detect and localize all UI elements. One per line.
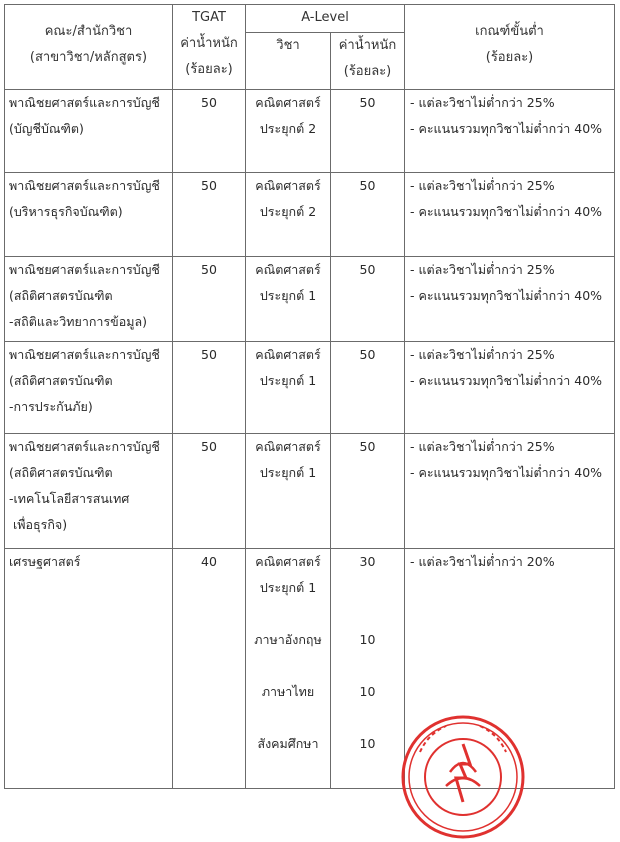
alevel-header: A-Level	[246, 5, 405, 33]
weight-cell: 30 10 10 10	[331, 549, 405, 789]
criteria-cell: - แต่ละวิชาไม่ต่ำกว่า 25% - คะแนนรวมทุกวิชาไม่ต่ำกว่า 40%	[405, 434, 615, 549]
weight-header: ค่าน้ำหนัก (ร้อยละ)	[331, 33, 405, 90]
faculty-cell: พาณิชยศาสตร์และการบัญชี (สถิติศาสตรบัณฑิต -เทคโนโลยีสารสนเทศ เพื่อธุรกิจ)	[5, 434, 173, 549]
faculty-cell: พาณิชยศาสตร์และการบัญชี (สถิติศาสตรบัณฑิต -การประกันภัย)	[5, 342, 173, 434]
subject-cell: คณิตศาสตร์ ประยุกต์ 2	[246, 90, 331, 173]
criteria-cell: - แต่ละวิชาไม่ต่ำกว่า 25% - คะแนนรวมทุกวิชาไม่ต่ำกว่า 40%	[405, 173, 615, 257]
table-row	[5, 342, 615, 434]
criteria-header: เกณฑ์ขั้นต่ำ (ร้อยละ)	[405, 5, 615, 90]
tgat-cell: 50	[173, 257, 246, 342]
criteria-cell: - แต่ละวิชาไม่ต่ำกว่า 25% - คะแนนรวมทุกวิชาไม่ต่ำกว่า 40%	[405, 342, 615, 434]
faculty-cell: พาณิชยศาสตร์และการบัญชี (สถิติศาสตรบัณฑิต -สถิติและวิทยาการข้อมูล)	[5, 257, 173, 342]
admission-criteria-table	[4, 4, 615, 789]
table-row	[5, 434, 615, 549]
subject-cell: คณิตศาสตร์ ประยุกต์ 1	[246, 434, 331, 549]
faculty-header: คณะ/สำนักวิชา (สาขาวิชา/หลักสูตร)	[5, 5, 173, 90]
subject-cell: คณิตศาสตร์ ประยุกต์ 1	[246, 257, 331, 342]
header-row-1	[5, 5, 615, 33]
tgat-cell: 40	[173, 549, 246, 789]
table-row	[5, 257, 615, 342]
criteria-cell: - แต่ละวิชาไม่ต่ำกว่า 25% - คะแนนรวมทุกวิชาไม่ต่ำกว่า 40%	[405, 90, 615, 173]
tgat-cell: 50	[173, 90, 246, 173]
faculty-cell: พาณิชยศาสตร์และการบัญชี (บริหารธุรกิจบัณฑิต)	[5, 173, 173, 257]
subject-cell: คณิตศาสตร์ ประยุกต์ 1	[246, 342, 331, 434]
weight-cell: 50	[331, 342, 405, 434]
faculty-cell: พาณิชยศาสตร์และการบัญชี (บัญชีบัณฑิต)	[5, 90, 173, 173]
faculty-cell: เศรษฐศาสตร์	[5, 549, 173, 789]
university-seal-stamp-icon	[398, 712, 528, 842]
tgat-header: TGAT ค่าน้ำหนัก (ร้อยละ)	[173, 5, 246, 90]
criteria-cell: - แต่ละวิชาไม่ต่ำกว่า 25% - คะแนนรวมทุกวิชาไม่ต่ำกว่า 40%	[405, 257, 615, 342]
criteria-cell: - แต่ละวิชาไม่ต่ำกว่า 20%	[405, 549, 615, 789]
tgat-cell: 50	[173, 173, 246, 257]
table-row	[5, 90, 615, 173]
subject-cell: คณิตศาสตร์ ประยุกต์ 1 ภาษาอังกฤษ ภาษาไทย สังคมศึกษา	[246, 549, 331, 789]
weight-cell: 50	[331, 434, 405, 549]
table-row	[5, 173, 615, 257]
weight-cell: 50	[331, 173, 405, 257]
weight-cell: 50	[331, 90, 405, 173]
subject-header: วิชา	[246, 33, 331, 90]
subject-cell: คณิตศาสตร์ ประยุกต์ 2	[246, 173, 331, 257]
tgat-cell: 50	[173, 342, 246, 434]
weight-cell: 50	[331, 257, 405, 342]
tgat-cell: 50	[173, 434, 246, 549]
